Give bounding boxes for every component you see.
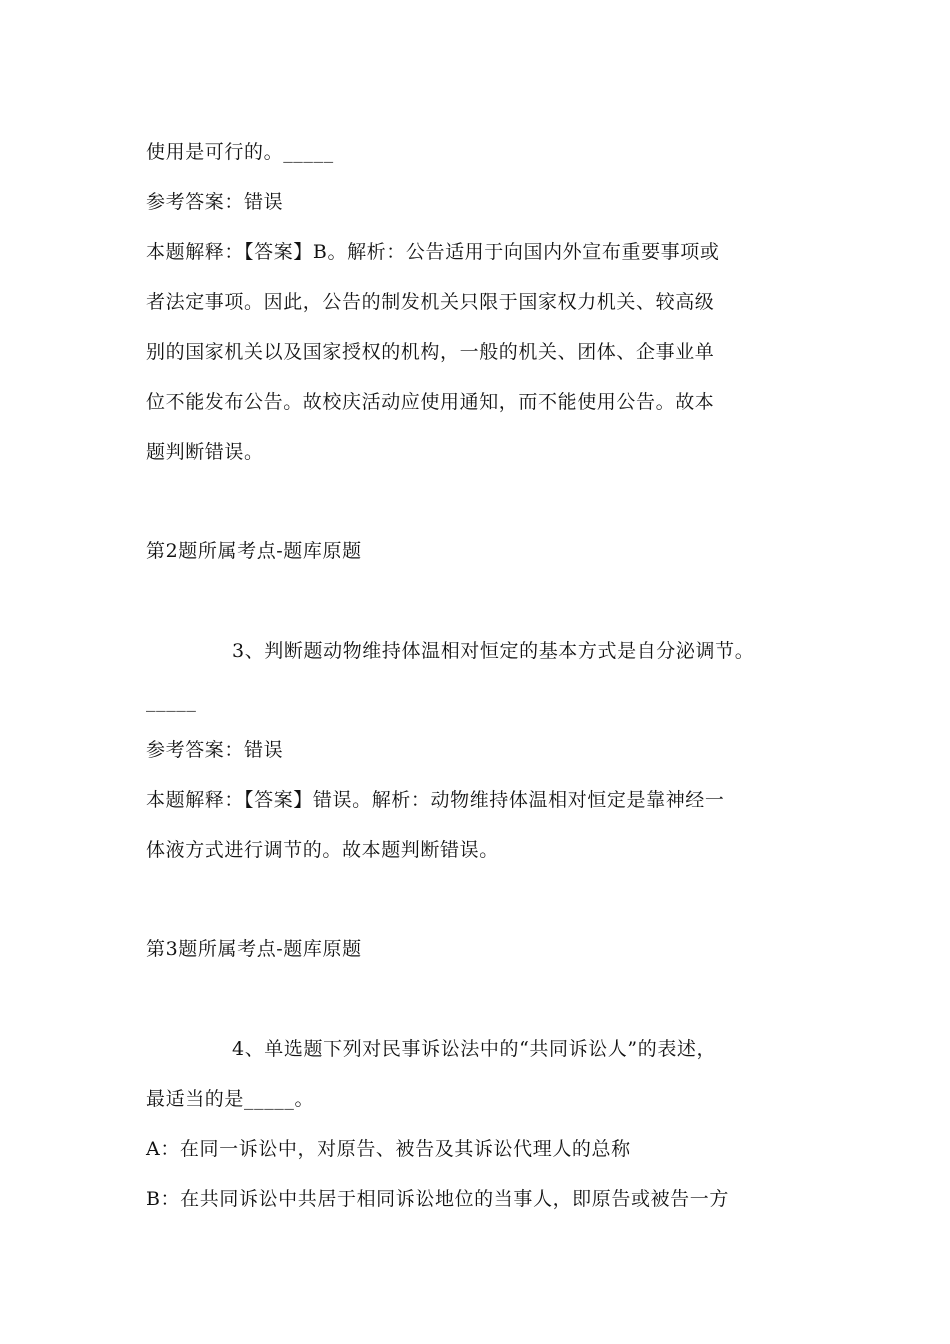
q4-question-line-1: 4、单选题下列对民事诉讼法中的“共同诉讼人”的表述， [232, 1038, 717, 1060]
q4-option-a: A：在同一诉讼中，对原告、被告及其诉讼代理人的总称 [146, 1138, 631, 1160]
q1-explanation-line-4: 位不能发布公告。故校庆活动应使用通知，而不能使用公告。故本 [146, 391, 715, 413]
q1-answer-blank: _____ [283, 141, 334, 163]
q2-section-label: 第2题所属考点-题库原题 [146, 540, 362, 562]
q1-explanation-line-3: 别的国家机关以及国家授权的机构，一般的机关、团体、企事业单 [146, 341, 715, 363]
q3-explanation-line-2: 体液方式进行调节的。故本题判断错误。 [146, 839, 499, 861]
q3-explanation-line-1: 本题解释：【答案】错误。解析：动物维持体温相对恒定是靠神经一 [146, 789, 725, 811]
q3-question: 3、判断题动物维持体温相对恒定的基本方式是自分泌调节。 [232, 640, 755, 662]
q3-answer: 参考答案：错误 [146, 739, 284, 761]
q1-answer: 参考答案：错误 [146, 191, 284, 213]
q1-explanation-line-5: 题判断错误。 [146, 441, 264, 463]
q4-question-line-2: 最适当的是_____。 [146, 1088, 315, 1110]
q1-explanation-line-2: 者法定事项。因此，公告的制发机关只限于国家权力机关、较高级 [146, 291, 715, 313]
q1-tail-line [146, 139, 334, 165]
q4-option-b: B：在共同诉讼中共居于相同诉讼地位的当事人，即原告或被告一方 [146, 1188, 729, 1210]
q3-section-label: 第3题所属考点-题库原题 [146, 938, 362, 960]
q3-answer-blank: _____ [146, 690, 197, 712]
q1-tail-text: 使用是可行的。 [146, 141, 284, 163]
q1-explanation-line-1: 本题解释：【答案】B。解析：公告适用于向国内外宣布重要事项或 [146, 241, 720, 263]
